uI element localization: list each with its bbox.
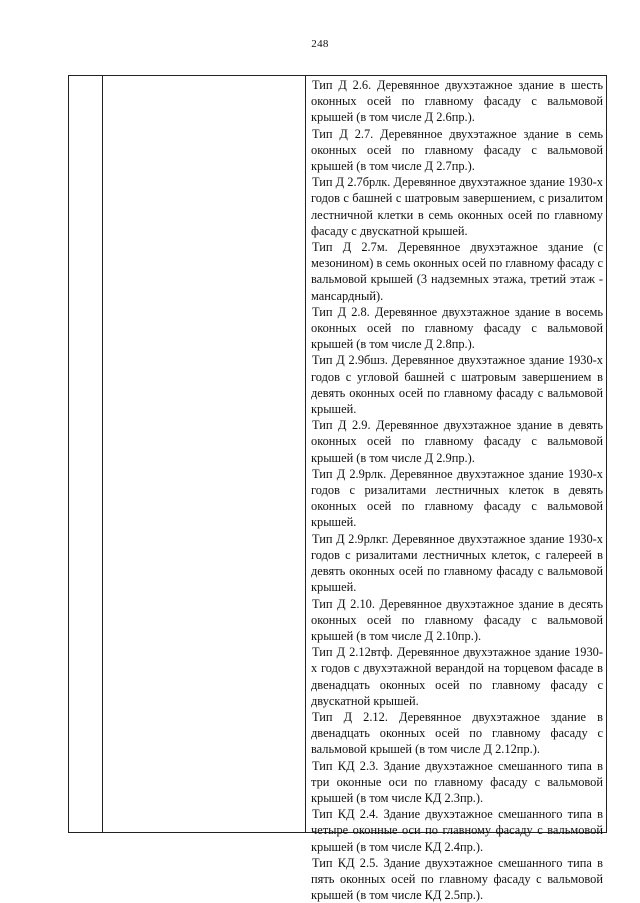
type-entry-d-2-6: Тип Д 2.6. Деревянное двухэтажное здание в шесть оконных осей по главному фасаду с вальмовой крышей (в том числе Д 2.6пр.).	[311, 78, 603, 125]
type-entry-d-2-9rlk: Тип Д 2.9рлк. Деревянное двухэтажное здание 1930-х годов с ризалитами лестничных клеток в девять оконных осей по главному фасаду с вальмовой крышей.	[311, 466, 603, 530]
type-entry-kd-2-4: Тип КД 2.4. Здание двухэтажное смешанного типа в четыре оконные оси по главному фасаду с вальмовой крышей (в том числе КД 2.4пр.).	[311, 807, 603, 854]
type-entry-d-2-9bshz: Тип Д 2.9бшз. Деревянное двухэтажное здание 1930-х годов с угловой башней с шатровым завершением в девять оконных осей по главному фасаду с вальмовой крышей.	[311, 353, 603, 417]
type-entry-d-2-10: Тип Д 2.10. Деревянное двухэтажное здание в десять оконных осей по главному фасаду с вальмовой крышей (в том числе Д 2.10пр.).	[311, 596, 603, 643]
type-entry-d-2-9: Тип Д 2.9. Деревянное двухэтажное здание в девять оконных осей по главному фасаду с вальмовой крышей (в том числе Д 2.9пр.).	[311, 418, 603, 465]
building-types-table	[68, 75, 607, 903]
type-entry-d-2-7brlk: Тип Д 2.7брлк. Деревянное двухэтажное здание 1930-х годов с башней с шатровым завершением, с ризалитом лестничной клетки в семь оконных осей по главному фасаду с двускатной крышей.	[311, 175, 603, 238]
type-entry-d-2-8: Тип Д 2.8. Деревянное двухэтажное здание в восемь оконных осей по главному фасаду с вальмовой крышей (в том числе Д 2.8пр.).	[311, 304, 603, 352]
type-entry-kd-2-3: Тип КД 2.3. Здание двухэтажное смешанного типа в три оконные оси по главному фасаду с вальмовой крышей (в том числе КД 2.3пр.).	[311, 758, 603, 805]
type-entry-d-2-9rlkg: Тип Д 2.9рлкг. Деревянное двухэтажное здание 1930-х годов с ризалитами лестничных клеток, с галереей в девять оконных осей по главному фасаду с вальмовой крышей.	[311, 531, 603, 595]
type-entry-d-2-7m: Тип Д 2.7м. Деревянное двухэтажное здание (с мезонином) в семь оконных осей по главному фасаду с вальмовой крышей (3 надземных этажа, третий этаж - мансардный).	[311, 240, 603, 303]
table-column-object	[103, 76, 306, 832]
table-column-types	[306, 76, 606, 903]
type-entry-d-2-7: Тип Д 2.7. Деревянное двухэтажное здание в семь оконных осей по главному фасаду с вальмовой крышей (в том числе Д 2.7пр.).	[311, 126, 603, 174]
type-entry-d-2-12vtf: Тип Д 2.12втф. Деревянное двухэтажное здание 1930-х годов с двухэтажной верандой на торцевом фасаде в двенадцать оконных осей по главному фасаду с двускатной крышей.	[311, 645, 603, 708]
type-entry-kd-2-5: Тип КД 2.5. Здание двухэтажное смешанного типа в пять оконных осей по главному фасаду с вальмовой крышей (в том числе КД 2.5пр.).	[311, 855, 603, 903]
table-column-number	[69, 76, 103, 832]
page-number: 248	[311, 38, 329, 50]
type-entry-d-2-12: Тип Д 2.12. Деревянное двухэтажное здание в двенадцать оконных осей по главному фасаду с вальмовой крышей (в том числе Д 2.12пр.).	[311, 709, 603, 757]
